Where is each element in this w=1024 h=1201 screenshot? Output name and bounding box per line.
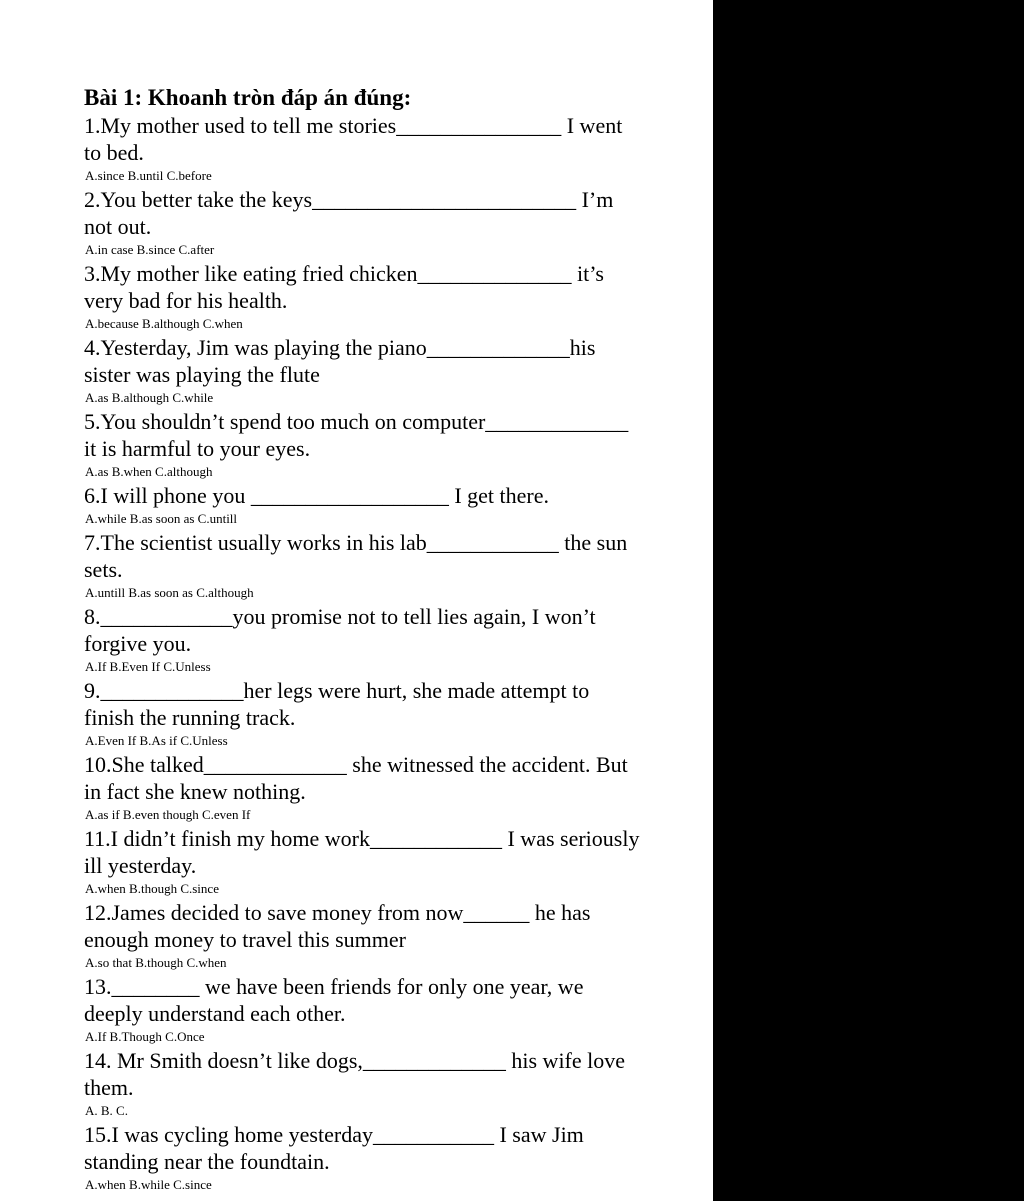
answer-options: A.untill B.as soon as C.although xyxy=(85,585,254,600)
worksheet-content xyxy=(84,84,644,1195)
question-15 xyxy=(84,1121,644,1195)
question-7 xyxy=(84,529,644,603)
answer-options: A.because B.although C.when xyxy=(85,316,243,331)
question-text: 15.I was cycling home yesterday___________ I saw Jim standing near the foundtain. xyxy=(84,1122,584,1174)
question-text: 10.She talked_____________ she witnessed the accident. But in fact she knew nothing. xyxy=(84,752,628,804)
answer-options: A. B. C. xyxy=(85,1103,128,1118)
question-text: 6.I will phone you __________________ I get there. xyxy=(84,483,549,508)
answer-options: A.If B.Though C.Once xyxy=(85,1029,205,1044)
question-text: 11.I didn’t finish my home work____________ I was seriously ill yesterday. xyxy=(84,826,640,878)
answer-options: A.since B.until C.before xyxy=(85,168,212,183)
question-text: 9._____________her legs were hurt, she made attempt to finish the running track. xyxy=(84,678,590,730)
question-text: 1.My mother used to tell me stories_______________ I went to bed. xyxy=(84,113,623,165)
question-9 xyxy=(84,677,644,751)
question-text: 3.My mother like eating fried chicken______________ it’s very bad for his health. xyxy=(84,261,604,313)
question-12 xyxy=(84,899,644,973)
question-8 xyxy=(84,603,644,677)
question-text: 12.James decided to save money from now______ he has enough money to travel this summer xyxy=(84,900,591,952)
question-14 xyxy=(84,1047,644,1121)
question-2 xyxy=(84,186,644,260)
question-3 xyxy=(84,260,644,334)
question-text: 5.You shouldn’t spend too much on computer_____________ it is harmful to your eyes. xyxy=(84,409,629,461)
question-5 xyxy=(84,408,644,482)
question-11 xyxy=(84,825,644,899)
question-6 xyxy=(84,482,644,529)
question-1 xyxy=(84,112,644,186)
answer-options: A.If B.Even If C.Unless xyxy=(85,659,211,674)
answer-options: A.so that B.though C.when xyxy=(85,955,227,970)
answer-options: A.in case B.since C.after xyxy=(85,242,215,257)
exercise-title: Bài 1: Khoanh tròn đáp án đúng: xyxy=(84,85,412,110)
answer-options: A.Even If B.As if C.Unless xyxy=(85,733,228,748)
question-4 xyxy=(84,334,644,408)
black-margin-panel xyxy=(713,0,1024,1201)
answer-options: A.when B.though C.since xyxy=(85,881,219,896)
question-10 xyxy=(84,751,644,825)
answer-options: A.while B.as soon as C.untill xyxy=(85,511,238,526)
answer-options: A.as if B.even though C.even If xyxy=(85,807,251,822)
question-text: 13.________ we have been friends for only one year, we deeply understand each other. xyxy=(84,974,584,1026)
question-text: 7.The scientist usually works in his lab____________ the sun sets. xyxy=(84,530,628,582)
question-text: 2.You better take the keys________________________ I’m not out. xyxy=(84,187,614,239)
answer-options: A.when B.while C.since xyxy=(85,1177,212,1192)
question-text: 4.Yesterday, Jim was playing the piano_____________his sister was playing the flute xyxy=(84,335,596,387)
question-text: 14. Mr Smith doesn’t like dogs,_____________ his wife love them. xyxy=(84,1048,626,1100)
answer-options: A.as B.although C.while xyxy=(85,390,214,405)
answer-options: A.as B.when C.although xyxy=(85,464,213,479)
question-13 xyxy=(84,973,644,1047)
question-text: 8.____________you promise not to tell lies again, I won’t forgive you. xyxy=(84,604,596,656)
